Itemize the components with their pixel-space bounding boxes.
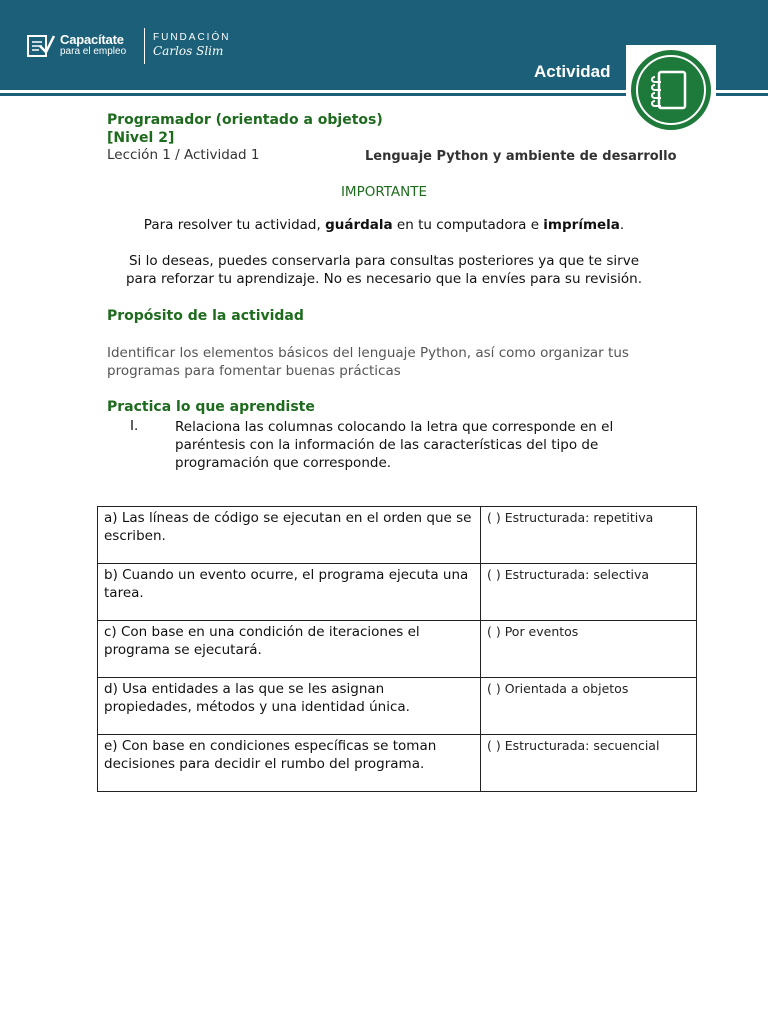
table-row (98, 621, 697, 678)
table-row (98, 564, 697, 621)
matching-table (97, 506, 697, 792)
exercise-text: Relaciona las columnas colocando la letra que corresponde en el paréntesis con la información de las características del tipo de programación que corresponde. (175, 419, 614, 471)
table-cell-answer[interactable]: ( ) Orientada a objetos (481, 678, 697, 735)
table-cell-description: b) Cuando un evento ocurre, el programa ejecuta una tarea. (98, 564, 481, 621)
table-row (98, 735, 697, 792)
exercise-number: I. (130, 418, 139, 434)
note-line-1: Si lo deseas, puedes conservarla para consultas posteriores ya que te sirve (128, 253, 640, 269)
logo-divider (144, 28, 145, 64)
capacitate-logo-icon (26, 32, 56, 58)
table-row (98, 678, 697, 735)
instruction-print: imprímela (543, 217, 620, 233)
table-cell-description: a) Las líneas de código se ejecutan en el orden que se escriben. (98, 507, 481, 564)
lesson-label: Lección 1 / Actividad 1 (107, 147, 260, 163)
instruction-save: guárdala (325, 217, 393, 233)
table-cell-answer[interactable]: ( ) Estructurada: selectiva (481, 564, 697, 621)
purpose-heading: Propósito de la actividad (107, 308, 304, 324)
foundation-signature: Carlos Slim (153, 44, 224, 58)
table-cell-answer[interactable]: ( ) Estructurada: repetitiva (481, 507, 697, 564)
table-row (98, 507, 697, 564)
logo-brand: Capacítate (60, 32, 124, 47)
course-title: Programador (orientado a objetos) [Nivel 2] (107, 112, 383, 146)
instruction-paragraph (0, 217, 768, 233)
note-line-2: para reforzar tu aprendizaje. No es necesario que la envíes para su revisión. (125, 271, 643, 287)
table-cell-answer[interactable]: ( ) Estructurada: secuencial (481, 735, 697, 792)
instruction-pre: Para resolver tu actividad, (143, 217, 326, 233)
section-label: Actividad (534, 62, 611, 81)
table-cell-description: d) Usa entidades a las que se les asignan propiedades, métodos y una identidad única. (98, 678, 481, 735)
purpose-text: Identificar los elementos básicos del lenguaje Python, así como organizar tus programas para fomentar buenas prácticas (107, 345, 629, 379)
instruction-end: . (619, 217, 625, 233)
foundation-name: FUNDACIÓN (153, 32, 231, 43)
table-cell-description: e) Con base en condiciones específicas se toman decisiones para decidir el rumbo del programa. (98, 735, 481, 792)
instruction-mid: en tu computadora e (392, 217, 544, 233)
important-heading: IMPORTANTE (340, 184, 428, 200)
table-cell-answer[interactable]: ( ) Por eventos (481, 621, 697, 678)
lesson-topic: Lenguaje Python y ambiente de desarrollo (365, 149, 677, 164)
practice-heading: Practica lo que aprendiste (107, 399, 315, 415)
notebook-badge-icon (631, 50, 711, 130)
table-cell-description: c) Con base en una condición de iteraciones el programa se ejecutará. (98, 621, 481, 678)
logo-subtitle: para el empleo (60, 46, 127, 57)
